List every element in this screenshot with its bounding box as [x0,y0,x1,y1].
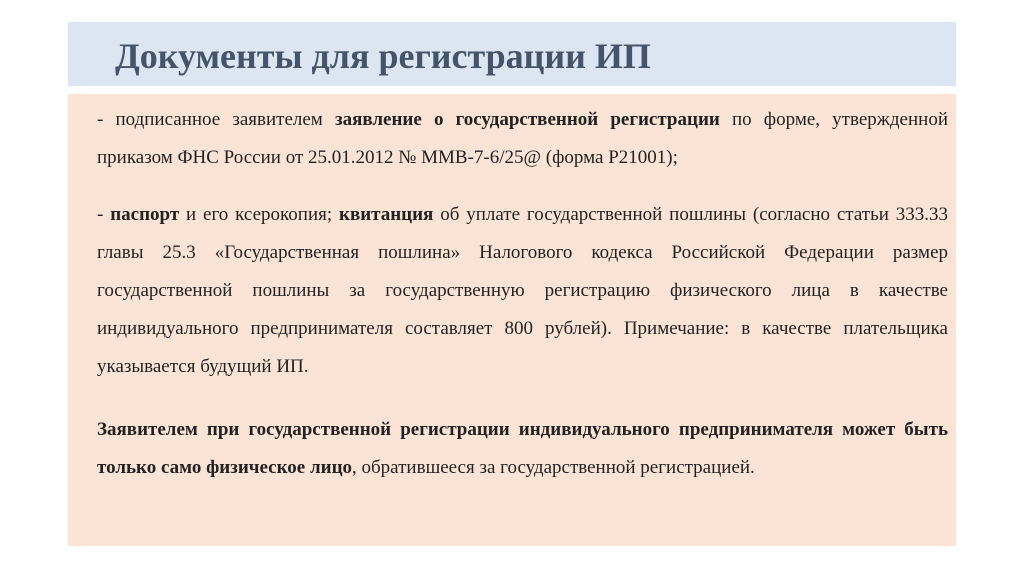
para3-text-1: , обратившееся за государственной регистрацией. [352,457,755,478]
para1-text-1: - подписанное заявителем [97,109,335,130]
paragraph-applicant [97,411,948,487]
para3-bold-1: Заявителем при государственной регистрации индивидуального предпринимателя может быть только само физическое лицо [97,419,948,478]
para2-bold-2: квитанция [339,204,434,225]
paragraph-application [97,101,948,177]
para2-text-3: об уплате государственной пошлины (согласно статьи 333.33 главы 25.3 «Государственная пошлина» Налогового кодекса Российской Федерации размер государственной пошлины за государственную регистрацию физического лица в качестве индивидуального предпринимателя составляет 800 рублей). Примечание: в качестве плательщика указывается будущий ИП. [97,204,949,377]
para2-text-2: и его ксерокопия; [179,204,339,225]
para2-text-1: - [97,204,111,225]
paragraph-passport [97,196,948,386]
para2-bold-1: паспорт [110,204,180,225]
slide-title: Документы для регистрации ИП [115,36,651,76]
para1-text-2: по форме, утвержденной приказом ФНС России от 25.01.2012 № ММВ-7-6/25@ (форма Р21001); [97,109,948,168]
para1-bold-1: заявление о государственной регистрации [334,109,720,130]
